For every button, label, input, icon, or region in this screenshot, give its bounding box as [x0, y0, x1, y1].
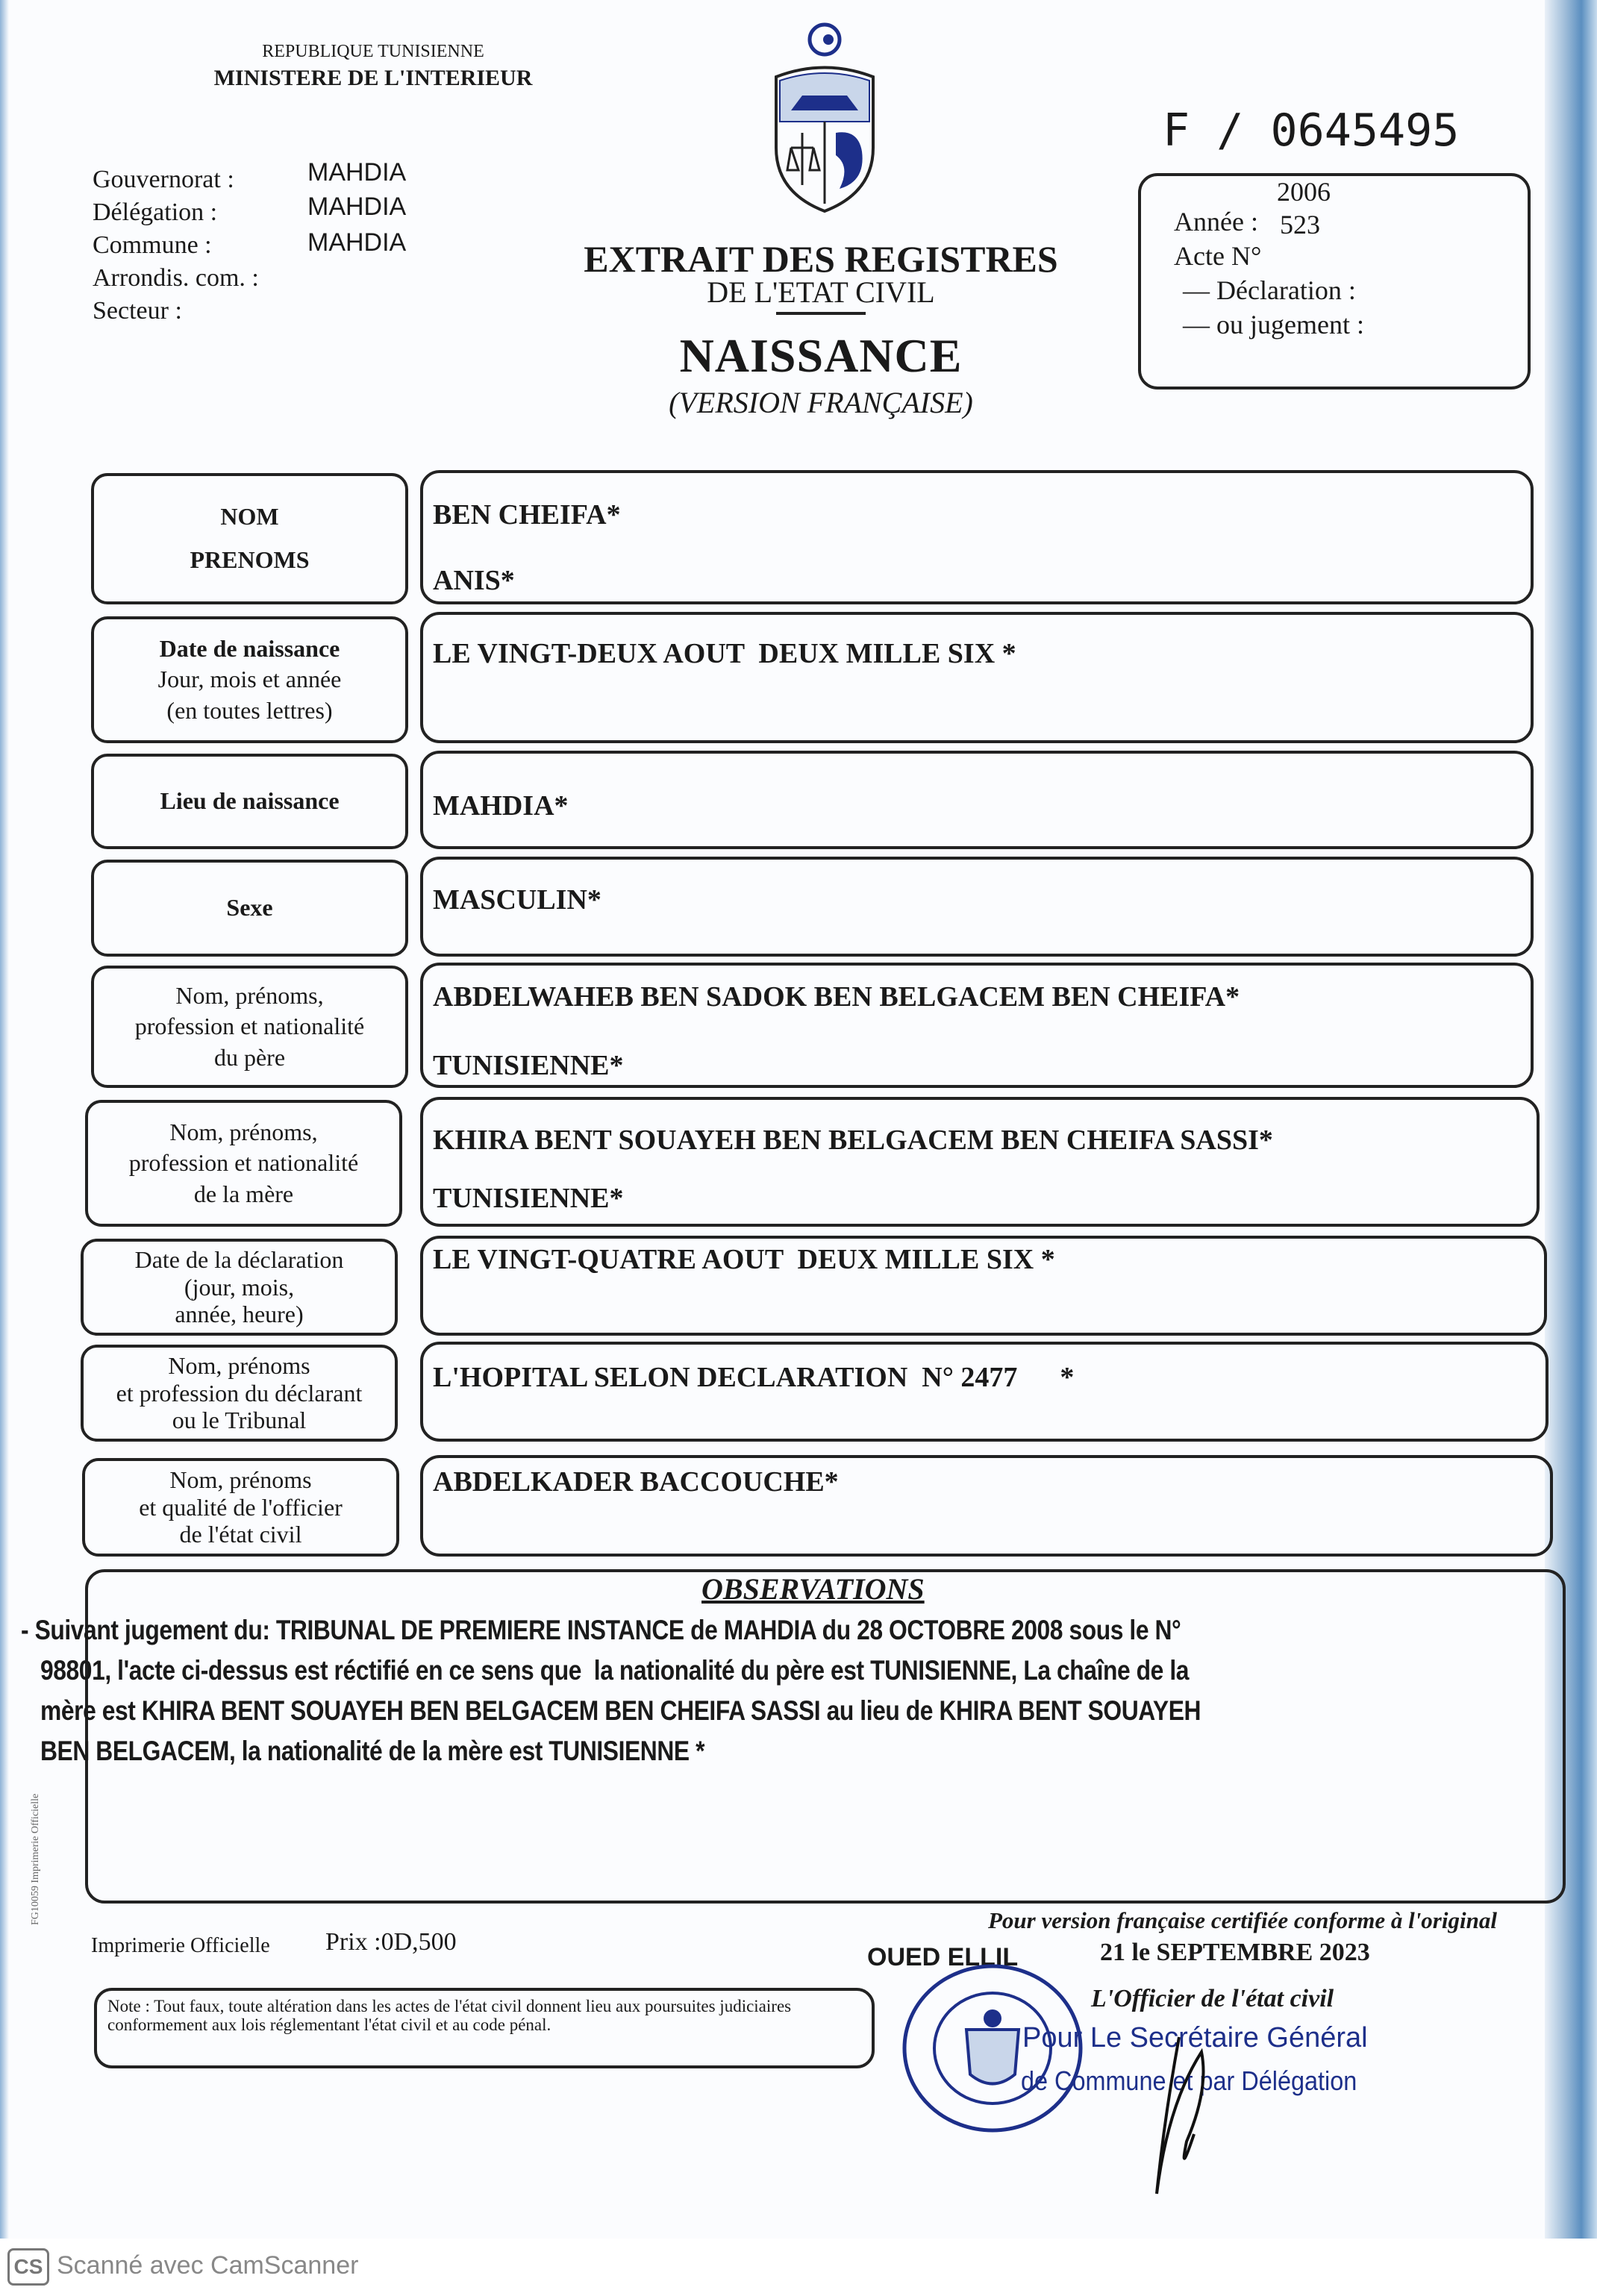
- field-label-line: profession et nationalité: [128, 1149, 359, 1177]
- acte-label: Acte N°: [1174, 241, 1262, 271]
- delegation-label: Délégation :: [93, 198, 218, 226]
- label-nom-prenoms: [91, 473, 408, 604]
- field-box-date-naissance: [420, 612, 1534, 743]
- republic-header: REPUBLIQUE TUNISIENNE: [262, 42, 484, 61]
- ministry-header: MINISTERE DE L'INTERIEUR: [213, 66, 533, 90]
- label-mere: [85, 1100, 402, 1227]
- annee-label: Année :: [1174, 207, 1258, 237]
- nom-value: BEN CHEIFA*: [433, 499, 621, 531]
- form-prefix: F /: [1163, 104, 1244, 157]
- date-label: 21 le SEPTEMBRE 2023: [1100, 1939, 1370, 1966]
- label-pere: [91, 966, 408, 1088]
- declaration-label: — Déclaration :: [1183, 275, 1356, 305]
- observations-title: OBSERVATIONS: [701, 1572, 925, 1606]
- certified-label: Pour version française certifiée conforme à l'original: [988, 1907, 1497, 1933]
- field-label-line: Nom, prénoms,: [169, 1118, 318, 1145]
- mere-value: KHIRA BENT SOUAYEH BEN BELGACEM BEN CHEIFA SASSI*: [433, 1124, 1273, 1156]
- paper-edge-left: [0, 0, 9, 2239]
- observation-line: mère est KHIRA BENT SOUAYEH BEN BELGACEM BEN CHEIFA SASSI au lieu de KHIRA BENT SOUAYEH: [40, 1695, 1201, 1726]
- printer-side-code: FG10059 Imprimerie Officielle: [30, 1793, 41, 1925]
- mere-nationalite: TUNISIENNE*: [433, 1183, 624, 1214]
- field-label-line: Date de naissance: [159, 634, 340, 662]
- jugement-label: — ou jugement :: [1183, 310, 1364, 340]
- field-box-lieu: [420, 751, 1534, 849]
- form-number-value: 0645495: [1270, 104, 1460, 157]
- observation-line: - Suivant jugement du: TRIBUNAL DE PREMIERE INSTANCE de MAHDIA du 28 OCTOBRE 2008 sous le N°: [21, 1615, 1181, 1645]
- lieu-naissance-value: MAHDIA*: [433, 790, 569, 822]
- label-declarant: [81, 1345, 398, 1442]
- annee-value: 2006: [1277, 177, 1331, 207]
- version-label: (VERSION FRANÇAISE): [669, 386, 973, 419]
- sexe-value: MASCULIN*: [433, 884, 601, 916]
- gouvernorat-value: MAHDIA: [307, 158, 407, 187]
- observation-line: 98801, l'acte ci-dessus est réctifié en ce sens que la nationalité du père est TUNISIENNE, La chaîne de la: [40, 1655, 1190, 1686]
- place-label: OUED ELLIL: [867, 1943, 1019, 1971]
- field-label-line: du père: [213, 1043, 286, 1071]
- label-officier: [82, 1458, 399, 1557]
- date-declaration-value: LE VINGT-QUATRE AOUT DEUX MILLE SIX *: [433, 1244, 1055, 1275]
- document-title: EXTRAIT DES REGISTRES: [584, 238, 1058, 280]
- field-label-line: Nom, prénoms,: [175, 981, 324, 1009]
- field-label-line: ou le Tribunal: [172, 1407, 307, 1434]
- signature-icon: [1134, 2030, 1224, 2201]
- label-lieu-naissance: [91, 754, 408, 849]
- field-label-line: de l'état civil: [179, 1521, 302, 1548]
- tunisia-coat-of-arms-icon: [761, 21, 888, 215]
- field-label-line: et profession du déclarant: [116, 1379, 363, 1407]
- printer-label: Imprimerie Officielle: [91, 1934, 270, 1957]
- field-label-line: année, heure): [175, 1301, 304, 1328]
- pere-value: ABDELWAHEB BEN SADOK BEN BELGACEM BEN CHEIFA*: [433, 981, 1240, 1013]
- officier-value: ABDELKADER BACCOUCHE*: [433, 1466, 839, 1498]
- document-type: NAISSANCE: [679, 329, 963, 382]
- commune-value: MAHDIA: [307, 228, 407, 257]
- document-subtitle: DE L'ETAT CIVIL: [707, 275, 935, 309]
- field-label-line: Date de la déclaration: [134, 1245, 344, 1273]
- date-naissance-value: LE VINGT-DEUX AOUT DEUX MILLE SIX *: [433, 638, 1016, 669]
- field-label-line: (jour, mois,: [184, 1273, 295, 1301]
- camscanner-label: Scanné avec CamScanner: [57, 2251, 359, 2280]
- secretary-title: Pour Le Secrétaire Général: [1022, 2022, 1368, 2053]
- field-label-line: profession et nationalité: [134, 1013, 365, 1040]
- label-date-naissance: [91, 616, 408, 743]
- field-label-line: Jour, mois et année: [157, 666, 342, 693]
- field-label-line: Lieu de naissance: [160, 787, 340, 815]
- declarant-value: L'HOPITAL SELON DECLARATION N° 2477 *: [433, 1362, 1075, 1393]
- field-label-line: et qualité de l'officier: [139, 1493, 343, 1521]
- camscanner-logo-icon: CS: [7, 2248, 49, 2286]
- acte-value: 523: [1280, 210, 1320, 240]
- field-label-line: de la mère: [193, 1180, 294, 1207]
- commune-label: Commune :: [93, 231, 212, 259]
- label-date-declaration: [81, 1239, 398, 1336]
- camscanner-footer: [0, 2242, 1597, 2296]
- field-label-line: Nom, prénoms: [168, 1351, 310, 1379]
- field-label-line: (en toutes lettres): [166, 696, 333, 724]
- security-border-right: [1545, 0, 1597, 2239]
- field-box-nom: [420, 470, 1534, 604]
- field-label-line: Sexe: [226, 894, 273, 922]
- delegation-title: de Commune et par Délégation: [1021, 2065, 1357, 2096]
- arrondissement-label: Arrondis. com. :: [93, 264, 259, 292]
- field-label-line: PRENOMS: [190, 546, 310, 573]
- label-sexe: [91, 860, 408, 957]
- gouvernorat-label: Gouvernorat :: [93, 166, 234, 193]
- field-label-line: Nom, prénoms: [169, 1466, 312, 1493]
- prenoms-value: ANIS*: [433, 565, 515, 596]
- form-number: [1163, 104, 1459, 157]
- officer-title: L'Officier de l'état civil: [1091, 1985, 1334, 2012]
- pere-nationalite: TUNISIENNE*: [433, 1050, 624, 1081]
- secteur-label: Secteur :: [93, 297, 182, 325]
- delegation-value: MAHDIA: [307, 193, 407, 221]
- price-label: Prix :0D,500: [325, 1928, 457, 1956]
- title-underline: [776, 312, 866, 315]
- field-label-line: NOM: [220, 503, 279, 531]
- observation-line: BEN BELGACEM, la nationalité de la mère est TUNISIENNE *: [40, 1736, 705, 1766]
- legal-note: Note : Tout faux, toute altération dans les actes de l'état civil donnent lieu aux poursuites judiciaires conformement aux lois réglementant l'état civil et au code pénal.: [94, 1988, 875, 2068]
- acte-box: [1138, 173, 1531, 390]
